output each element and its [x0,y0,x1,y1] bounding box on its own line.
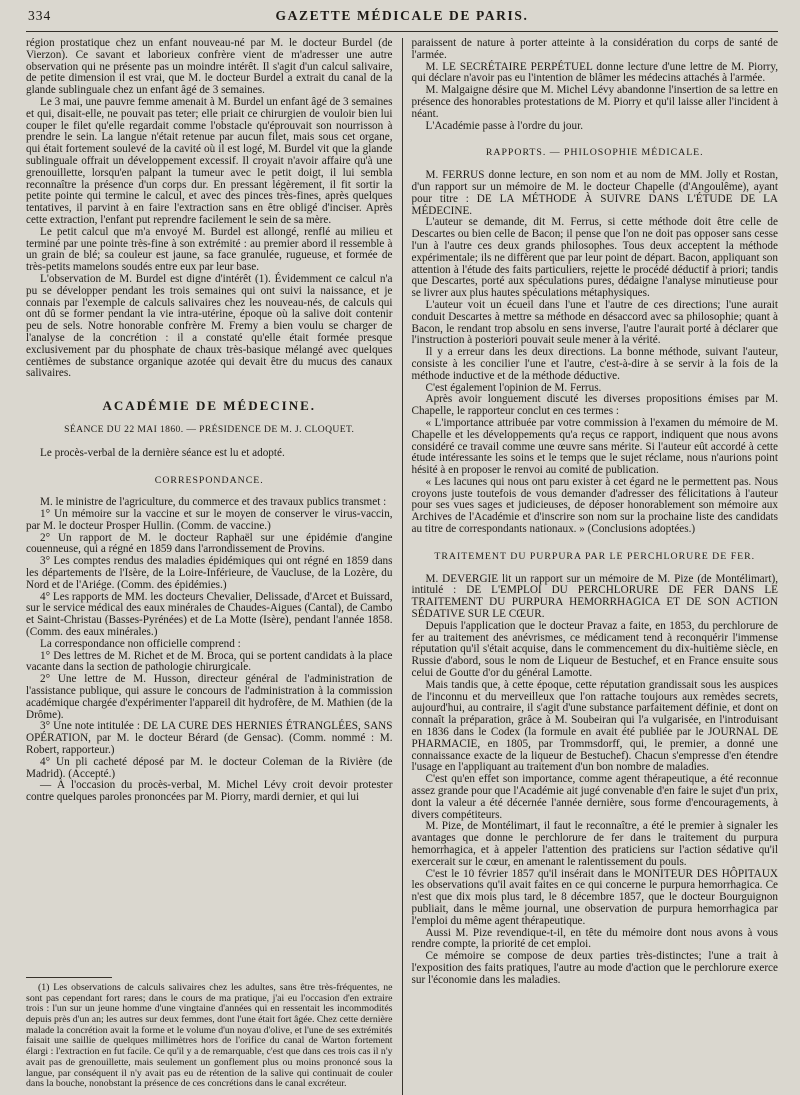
paragraph: L'auteur se demande, dit M. Ferrus, si cette méthode doit être celle de Descartes ou bien celle de Bacon; il pense que l'on ne doit pas opposer sans cesse l'un à l'autre ces deux grands philosophes. Tous deux acceptent la méthode expérimentale; ils ne diffèrent que par leur point de départ. Bacon, appliquant son attention à l'étude des faits particuliers, rejette le procédé déductif à priori; tandis que Descartes, porté aux spéculations pures, dédaigne l'analyse minutieuse pour se livrer aux plus hautes spéculations métaphysiques. [411,216,778,300]
page-number: 334 [28,8,52,23]
journal-title: GAZETTE MÉDICALE DE PARIS. [275,8,529,23]
rapports-heading: RAPPORTS. — PHILOSOPHIE MÉDICALE. [485,147,704,159]
paragraph: C'est qu'en effet son importance, comme agent thérapeutique, a été reconnue assez grande pour que l'Académie ait jugé convenable d'en faire le sujet d'un prix, dont la valeur a été décernée l'année dernière, sous forme d'encouragements, à divers compétiteurs. [411,773,778,821]
paragraph: L'auteur voit un écueil dans l'une et l'autre de ces directions; l'une aurait conduit Descartes à mettre sa méthode en désaccord avec sa philosophie; quant à Bacon, le rendant trop absolu en sens inverse, l'autre l'aurait porté à déclarer que l'instruction à posteriori pouvait seule mener à la vérité. [411,298,778,347]
paragraph: M. Malgaigne désire que M. Michel Lévy abandonne l'insertion de sa lettre en présence des honorables protestations de M. Piorry et qu'il laisse aller l'incident à néant. [411,84,778,120]
seance-subheading: SÉANCE DU 22 MAI 1860. — PRÉSIDENCE DE M. J. CLOQUET. [64,423,355,435]
paragraph: M. Pize, de Montélimart, il faut le reconnaître, a été le premier à signaler les avantages que donne le perchlorure de fer dans le traitement du purpura hemorrhagica, et à appeler l'attention des praticiens sur l'action sédative qu'il exercerait sur le cœur, en amenant le ralentissement du pouls. [411,820,778,868]
paragraph: La correspondance non officielle comprend : [40,637,241,650]
paragraph: Mais tandis que, à cette époque, cette réputation grandissait sous les auspices de l'inconnu et du merveilleux que l'on rattache toujours aux remèdes secrets, aujourd'hui, au contraire, il s'agit d'une substance parfaitement définie, et dont on connaît la préparation, grâce à M. Soubeiran qui l'a vulgarisée, en l'introduisant en 1836 dans le Codex (la formule en avait été publiée par le JOURNAL DE PHARMACIE, en 1805, par Trommsdorff, qui, le premier, a donné une connaissance exacte de la liqueur de Bestuchef). Chacun s'empresse d'en étendre l'usage en l'appliquant au traitement d'un bon nombre de maladies. [411,678,778,774]
paragraph: M. DEVERGIE lit un rapport sur un mémoire de M. Pize (de Montélimart), intitulé : DE L'EMPLOI DU PERCHLORURE DE FER DANS LE TRAITEMENT DU PURPURA HEMORRHAGICA ET DE SON ACTION SÉDATIVE SUR LE CŒUR. [411,572,778,621]
left-column [26,38,402,1095]
paragraph: 4° Un pli cacheté déposé par M. le docteur Coleman de la Rivière (de Madrid). (Accepté.) [26,755,393,780]
paragraph: Ce mémoire se compose de deux parties très-distinctes; l'une a trait à l'exposition des faits pratiques, l'autre au mode d'action que le perchlorure exerce sur l'économie dans les maladies. [411,950,778,986]
paragraph: Le 3 mai, une pauvre femme amenait à M. Burdel un enfant âgé de 3 semaines et qui, disait-elle, ne pouvait pas teter; elle priait ce chirurgien de vouloir bien lui couper le filet qu'elle regardait comme l'obstacle qu'éprouvait son nourrisson à prendre le sein. La langue n'était retenue par aucun filet, mais sous cet organe, qui était fortement soulevé de la cavité où il est logé, M. Burdel vit que la glande sublinguale offrait un développement excessif. Il croyait n'avoir affaire qu'à une grenouillette, lorsqu'en palpant la tumeur avec le petit doigt, il lui sembla reconnaître la présence d'un corps dur. En pressant légèrement, il fit sortir la petite pointe qui termine le calcul, et avec des pinces très-fines, après quelques tentatives, il parvint à en faire l'extraction sans en être obligé d'inciser. Après cette extraction, l'enfant put reprendre facilement le sein de sa mère. [26,95,393,226]
paragraph: Aussi M. Pize revendique-t-il, en tête du mémoire dont nous avons à vous rendre compte, la priorité de cet emploi. [411,926,778,951]
footnote-rule [26,977,112,978]
footnote: (1) Les observations de calculs salivaires chez les adultes, sans être très-fréquentes, ne sont pas cependant fort rares; dans le cours de ma pratique, j'ai eu l'occasion d'en extraire trois : l'un sur un jeune homme d'une vingtaine d'années qui en ressentait les incommodités depuis près d'un an; les autres sur deux femmes, dont l'une était fort âgée. Chez cette dernière malade la concrétion avait la forme et le volume d'un noyau d'olive, et l'une de ses extrémités faisait une saillie de quelques millimètres hors de l'orifice du canal de Warton fortement élargi : l'extraction en fut facile. Ce qu'il y a de remarquable, c'est que dans ces trois cas il n'y avait pas de grenouillette, mais seulement un gonflement plus ou moins prononcé sous la langue, par conséquent il n'y avait pas eu de rétention de la salive qui continuait de couler dans la bouche, nonobstant la présence de ces concrétions dans le canal excréteur. [26,981,393,1090]
paragraph: 3° Une note intitulée : DE LA CURE DES HERNIES ÉTRANGLÉES, SANS OPÉRATION, par M. le docteur Bérard (de Gensac). (Comm. nommé : M. Robert, rapporteur.) [26,720,393,757]
paragraph: — À l'occasion du procès-verbal, M. Michel Lévy croit devoir protester contre quelques paroles prononcées par M. Piorry, mardi dernier, et qui lui [26,779,393,804]
paragraph: 1° Un mémoire sur la vaccine et sur le moyen de conserver le virus-vaccin, par M. le docteur Prosper Hullin. (Comm. de vaccine.) [26,508,393,532]
paragraph: M. LE SECRÉTAIRE PERPÉTUEL donne lecture d'une lettre de M. Piorry, qui déclare n'avoir pas eu l'intention de blâmer les médecins attachés à l'armée. [411,60,778,85]
header-rule [26,31,778,32]
paragraph: 3° Les comptes rendus des maladies épidémiques qui ont régné en 1859 dans les départements de l'Isère, de la Loire-Inférieure, de Vaucluse, de la Lozère, du Nord et de l'Ariége. (Comm. des épidémies.) [26,555,393,591]
paragraph: 4° Les rapports de MM. les docteurs Chevalier, Delissade, d'Arcet et Buissard, sur le service médical des eaux minérales de Chaudes-Aigues (Cantal), de Cambo et Saint-Christau (Basses-Pyrénées) et de La Motte (Isère), pendant l'année 1858. (Comm. des eaux minérales.) [26,590,393,639]
academie-heading: ACADÉMIE DE MÉDECINE. [102,398,317,414]
columns [26,38,778,1095]
paragraph: « Les lacunes qui nous ont paru exister à cet égard ne le permettent pas. Nous croyons juste toutefois de vous demander d'adresser des félicitations à l'auteur pour ses vues sages et judicieuses, de déposer honorablement son mémoire aux Archives de l'Académie et d'inscrire son nom sur la prochaine liste des candidats au titre de correspondants nationaux. » (Conclusions adoptées.) [411,475,778,536]
paragraph: M. FERRUS donne lecture, en son nom et au nom de MM. Jolly et Rostan, d'un rapport sur un mémoire de M. le docteur Chapelle (d'Angoulême), ayant pour titre : DE LA MÉTHODE À SUIVRE DANS L'ÉTUDE DE LA MÉDECINE. [411,169,778,217]
paragraph: Le procès-verbal de la dernière séance est lu et adopté. [40,446,285,459]
paragraph: Après avoir longuement discuté les diverses propositions émises par M. Chapelle, le rapporteur conclut en ces termes : [411,393,778,418]
paragraph: 1° Des lettres de M. Richet et de M. Broca, qui se portent candidats à la place vacante dans la section de pathologie chirurgicale. [26,649,393,674]
correspondance-heading: CORRESPONDANCE. [154,474,264,486]
paragraph: C'est le 10 février 1857 qu'il insérait dans le MONITEUR DES HÔPITAUX les observations qu'il avait faites en ce qui concerne le purpura hemorrhagica. Ce n'est que dix mois plus tard, le 8 décembre 1857, que le docteur Bourguignon publiait, dans le même journal, une observation de purpura hemorrhagica par l'emploi du même agent thérapeutique. [411,867,778,927]
paragraph: 2° Un rapport de M. le docteur Raphaël sur une épidémie d'angine couenneuse, qui a régné en 1859 dans l'arrondissement de Provins. [26,531,393,556]
paragraph: « L'importance attribuée par votre commission à l'examen du mémoire de M. Chapelle et les développements qu'a reçus ce rapport, indiquent que nous avons considéré ce travail comme une œuvre sans mérite. Si l'auteur eût accordé à cette étude intéressante les soins et le temps que le sujet réclame, nous n'aurions point hésité à en proposer le renvoi au comité de publication. [411,416,778,477]
masthead [26,7,778,29]
paragraph: région prostatique chez un enfant nouveau-né par M. le docteur Burdel (de Vierzon). Ce savant et laborieux confrère vient de m'adresser une autre observation qui ne présente pas un moindre intérêt. Il s'agit d'un calcul salivaire, de petite dimension il est vrai, que M. le docteur Burdel a extrait du canal de la glande sublinguale chez un enfant âgé de 3 semaines. [26,38,393,97]
paragraph: Le petit calcul que m'a envoyé M. Burdel est allongé, renflé au milieu et terminé par une pointe très-fine à son extrémité : au premier abord il ressemble à un grain de blé; sa couleur est jaune, sa face granulée, rugueuse, et formée de très-petits mamelons soudés entre eux par leur base. [26,225,393,274]
paragraph: Il y a erreur dans les deux directions. La bonne méthode, suivant l'auteur, consiste à les concilier l'une et l'autre, c'est-à-dire à se servir à la fois de la méthode inductive et de la méthode déductive. [411,346,778,382]
right-column [403,38,779,1095]
paragraph: C'est également l'opinion de M. Ferrus. [425,381,602,394]
paragraph: L'Académie passe à l'ordre du jour. [425,119,583,132]
paragraph: Depuis l'application que le docteur Pravaz a faite, en 1853, du perchlorure de fer au traitement des anévrismes, ce médicament tend à reconquérir l'immense réputation qu'il s'était acquise, dans le commencement du dix-huitième siècle, en Russie d'abord, sous le nom de Liqueur de Bestuchef, et en France ensuite sous celui de Goutte d'or du général Lamotte. [411,619,778,680]
purpura-heading: TRAITEMENT DU PURPURA PAR LE PERCHLORURE DE FER. [434,550,756,562]
paragraph: 2° Une lettre de M. Husson, directeur général de l'administration de l'assistance publique, qui assure le concours de l'administration à la commission académique chargée d'expérimenter l'appareil dit hydrofère, de M. Mathien (de la Drôme). [26,673,393,721]
paragraph: L'observation de M. Burdel est digne d'intérêt (1). Évidemment ce calcul n'a pu se développer pendant les trois semaines qui ont suivi la naissance, et je connais par l'exemple de calculs salivaires chez les nouveau-nés, de calculs qui ont dû se former pendant la vie intra-utérine, époque où la salive doit contenir peu de sels. Notre honorable confrère M. Fremy a bien voulu se charger de l'analyse de la concrétion : il a constaté qu'elle était formée presque exclusivement par du phosphate de chaux très-basique mélangé avec quelques centièmes de substance organique azotée qui devait être du mucus des canaux salivaires. [26,272,393,380]
paragraph: paraissent de nature à porter atteinte à la considération du corps de santé de l'armée. [411,38,778,61]
paragraph: M. le ministre de l'agriculture, du commerce et des travaux publics transmet : [40,496,387,509]
